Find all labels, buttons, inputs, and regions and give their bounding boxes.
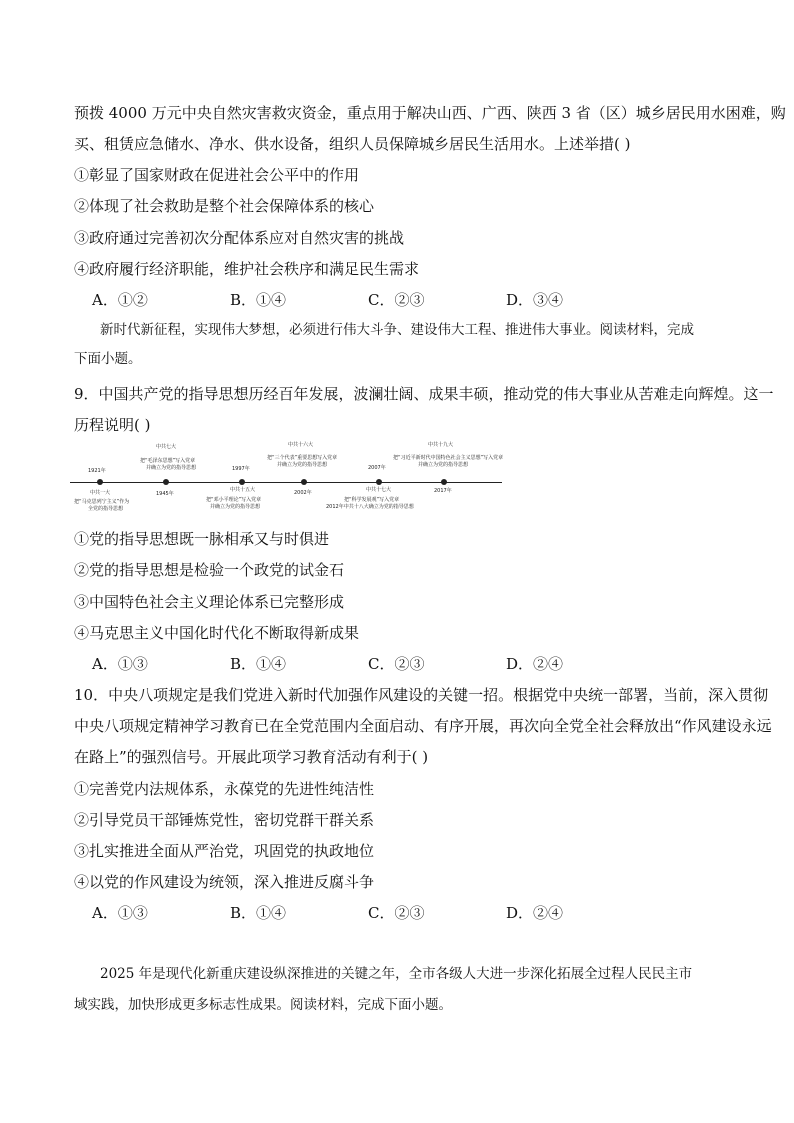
q10-stem-line2: 中央八项规定精神学习教育已在全党范围内全面启动、有序开展，再次向全党全社会释放出“作风建设永远: [74, 717, 772, 735]
timeline-event-17th-congress-line1: 把“科学发展观”写入党章: [344, 497, 400, 503]
q8-option-2: ②体现了社会救助是整个社会保障体系的核心: [74, 197, 375, 215]
timeline-event-19th-congress-line2: 并确立为党的指导思想: [418, 462, 469, 468]
material-intro-1-line1: 新时代新征程，实现伟大梦想，必须进行伟大斗争、建设伟大工程、推进伟大事业。阅读材料，完成: [100, 322, 694, 338]
q10-choice-d[interactable]: D．②④: [506, 904, 564, 922]
q10-choice-b[interactable]: B．①④: [230, 904, 287, 922]
timeline-dot-1945: [163, 479, 169, 485]
timeline-event-16th-congress-line1: 把“三个代表”重要思想写入党章: [267, 455, 338, 461]
q10-choice-c[interactable]: C．②③: [368, 904, 425, 922]
timeline-event-7th-congress-line2: 并确立为党的指导思想: [146, 465, 197, 471]
q8-choices: [92, 290, 644, 310]
timeline-event-17th-congress-title: 中共十七大: [366, 487, 392, 493]
timeline-event-15th-congress-line2: 并确立为党的指导思想: [210, 504, 261, 510]
q10-option-2: ②引导党员干部锤炼党性，密切党群干群关系: [74, 811, 375, 829]
q8-stem-line1: 预拨 4000 万元中央自然灾害救灾资金，重点用于解决山西、广西、陕西 3 省（区）城乡居民用水困难，购: [74, 104, 786, 122]
q9-choice-b[interactable]: B．①④: [230, 655, 287, 673]
timeline-dot-2017: [441, 479, 447, 485]
material-intro-2-line2: 域实践，加快形成更多标志性成果。阅读材料，完成下面小题。: [74, 997, 452, 1013]
q10-choice-a[interactable]: A．①③: [92, 904, 148, 922]
timeline-event-15th-congress-title: 中共十五大: [230, 487, 256, 493]
q8-choice-d[interactable]: D．③④: [506, 291, 564, 309]
q9-option-4: ④马克思主义中国化时代化不断取得新成果: [74, 624, 360, 642]
timeline-dot-1921: [97, 479, 103, 485]
q8-stem-line2: 买、租赁应急储水、净水、供水设备，组织人员保障城乡居民生活用水。上述举措( ): [74, 135, 631, 153]
q8-choice-c[interactable]: C．②③: [368, 291, 425, 309]
timeline-year-1921: 1921年: [88, 468, 106, 474]
q9-stem-line2: 历程说明( ): [74, 416, 151, 434]
timeline-dot-1997: [239, 479, 245, 485]
q9-choice-a[interactable]: A．①③: [92, 655, 148, 673]
q9-choices: [92, 654, 644, 674]
q9-choice-c[interactable]: C．②③: [368, 655, 425, 673]
timeline-year-1997: 1997年: [232, 466, 250, 472]
timeline-axis: [70, 482, 502, 483]
timeline-event-16th-congress-line2: 并确立为党的指导思想: [277, 462, 328, 468]
material-intro-2-line1: 2025 年是现代化新重庆建设纵深推进的关键之年，全市各级人大进一步深化拓展全过程人民民主市: [100, 966, 693, 982]
q9-stem-line1: 9．中国共产党的指导思想历经百年发展，波澜壮阔、成果丰硕，推动党的伟大事业从苦难走向辉煌。这一: [74, 385, 774, 403]
timeline-year-2007: 2007年: [368, 465, 386, 471]
q9-option-1: ①党的指导思想既一脉相承又与时俱进: [74, 530, 330, 548]
q10-option-1: ①完善党内法规体系，永葆党的先进性纯洁性: [74, 780, 375, 798]
timeline-event-1st-congress-title: 中共一大: [90, 490, 111, 496]
q8-option-4: ④政府履行经济职能，维护社会秩序和满足民生需求: [74, 260, 420, 278]
timeline-event-1st-congress-line1: 把“马克思列宁主义”作为: [74, 499, 130, 505]
timeline-event-19th-congress-title: 中共十九大: [428, 442, 454, 448]
timeline-year-2017: 2017年: [434, 488, 452, 494]
timeline-year-1945: 1945年: [156, 491, 174, 497]
q9-choice-d[interactable]: D．②④: [506, 655, 564, 673]
timeline-event-7th-congress-line1: 把“毛泽东思想”写入党章: [140, 458, 196, 464]
q8-option-3: ③政府通过完善初次分配体系应对自然灾害的挑战: [74, 229, 405, 247]
timeline-event-19th-congress-line1: 把“习近平新时代中国特色社会主义思想”写入党章: [393, 455, 504, 461]
q10-option-4: ④以党的作风建设为统领，深入推进反腐斗争: [74, 873, 375, 891]
timeline-event-17th-congress-line2: 2012年中共十八大确立为党的指导思想: [326, 504, 414, 510]
timeline-dot-2002: [301, 479, 307, 485]
q10-option-3: ③扎实推进全面从严治党，巩固党的执政地位: [74, 842, 375, 860]
timeline-event-1st-congress-line2: 全党的指导思想: [88, 506, 124, 512]
q8-choice-a[interactable]: A．①②: [92, 291, 148, 309]
timeline-event-15th-congress-line1: 把“邓小平理论”写入党章: [206, 497, 262, 503]
party-thought-timeline: [60, 438, 510, 520]
timeline-dot-2007: [376, 479, 382, 485]
q9-option-2: ②党的指导思想是检验一个政党的试金石: [74, 561, 345, 579]
timeline-event-16th-congress-title: 中共十六大: [288, 442, 314, 448]
q8-option-1: ①彰显了国家财政在促进社会公平中的作用: [74, 166, 360, 184]
q8-choice-b[interactable]: B．①④: [230, 291, 287, 309]
q10-stem-line3: 在路上”的强烈信号。开展此项学习教育活动有利于( ): [74, 748, 429, 766]
timeline-event-7th-congress-title: 中共七大: [156, 444, 177, 450]
material-intro-1-line2: 下面小题。: [74, 351, 142, 367]
q10-stem-line1: 10．中央八项规定是我们党进入新时代加强作风建设的关键一招。根据党中央统一部署，当前，深入贯彻: [74, 686, 769, 704]
q10-choices: [92, 903, 644, 923]
timeline-year-2002: 2002年: [294, 490, 312, 496]
q9-option-3: ③中国特色社会主义理论体系已完整形成: [74, 593, 345, 611]
